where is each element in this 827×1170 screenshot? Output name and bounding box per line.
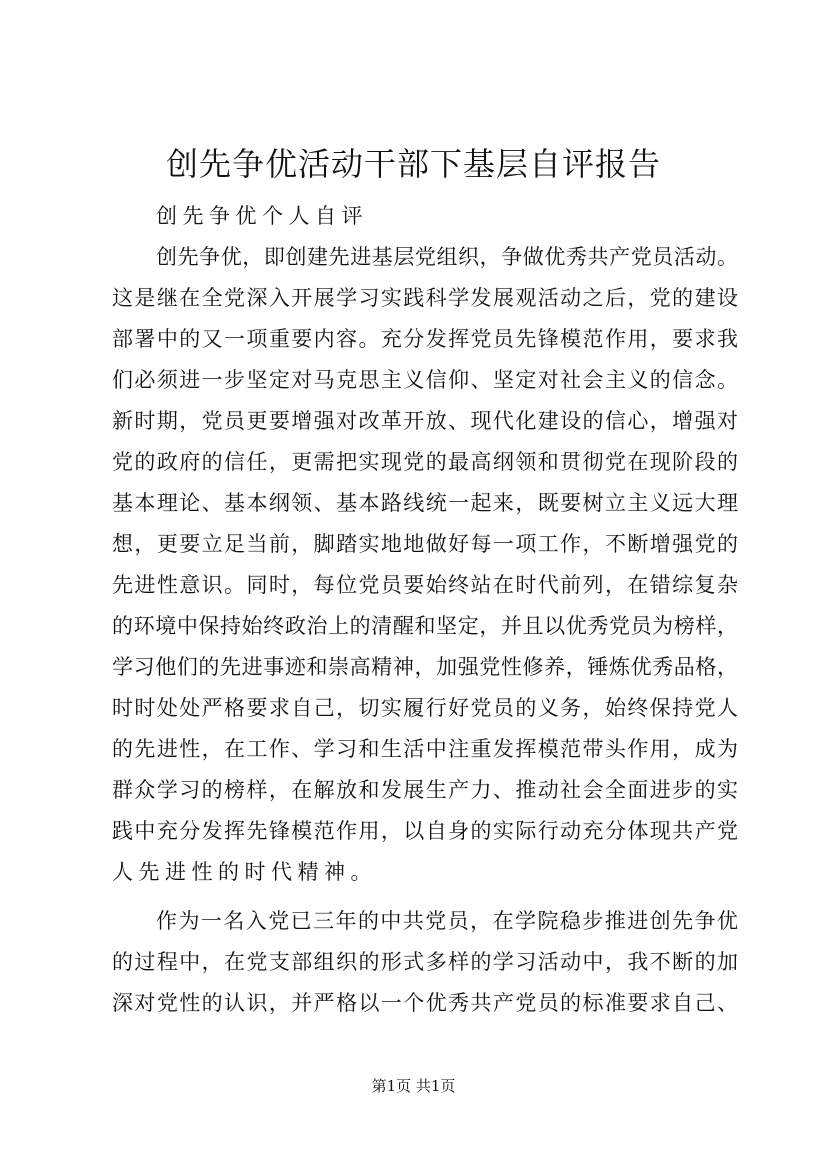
document-title: 创先争优活动干部下基层自评报告 bbox=[165, 145, 661, 183]
paragraph-line: 深对党性的认识，并严格以一个优秀共产党员的标准要求自己、 bbox=[112, 991, 738, 1015]
paragraph-line: 人先进性的时代精神。 bbox=[112, 860, 377, 884]
paragraph-line: 践中充分发挥先锋模范作用，以自身的实际行动充分体现共产党 bbox=[112, 819, 738, 843]
paragraph-line: 新时期，党员更要增强对改革开放、现代化建设的信心，增强对 bbox=[112, 409, 738, 433]
paragraph-line: 作为一名入党已三年的中共党员，在学院稳步推进创先争优 bbox=[156, 909, 738, 933]
paragraph-line: 学习他们的先进事迹和崇高精神，加强党性修养，锤炼优秀品格， bbox=[112, 655, 738, 679]
document-body bbox=[112, 196, 738, 1024]
paragraph-line: 的过程中，在党支部组织的形式多样的学习活动中，我不断的加 bbox=[112, 950, 738, 974]
paragraph-line: 创先争优，即创建先进基层党组织，争做优秀共产党员活动。 bbox=[156, 245, 738, 269]
paragraph-line: 这是继在全党深入开展学习实践科学发展观活动之后，党的建设 bbox=[112, 286, 738, 310]
paragraph-line: 们必须进一步坚定对马克思主义信仰、坚定对社会主义的信念。 bbox=[112, 368, 738, 392]
paragraph-line: 先进性意识。同时，每位党员要始终站在时代前列，在错综复杂 bbox=[112, 573, 738, 597]
paragraph-line: 部署中的又一项重要内容。充分发挥党员先锋模范作用，要求我 bbox=[112, 327, 738, 351]
subtitle: 创先争优个人自评 bbox=[156, 204, 368, 228]
paragraph-line: 的环境中保持始终政治上的清醒和坚定，并且以优秀党员为榜样， bbox=[112, 614, 738, 638]
paragraph-line: 的先进性，在工作、学习和生活中注重发挥模范带头作用，成为 bbox=[112, 737, 738, 761]
paragraph-line: 党的政府的信任，更需把实现党的最高纲领和贯彻党在现阶段的 bbox=[112, 450, 738, 474]
paragraph-line: 基本理论、基本纲领、基本路线统一起来，既要树立主义远大理 bbox=[112, 491, 738, 515]
paragraph-line: 想，更要立足当前，脚踏实地地做好每一项工作，不断增强党的 bbox=[112, 532, 738, 556]
paragraph-line: 群众学习的榜样，在解放和发展生产力、推动社会全面进步的实 bbox=[112, 778, 738, 802]
page-footer: 第1页 共1页 bbox=[371, 1077, 456, 1095]
paragraph-line: 时时处处严格要求自己，切实履行好党员的义务，始终保持党人 bbox=[112, 696, 738, 720]
